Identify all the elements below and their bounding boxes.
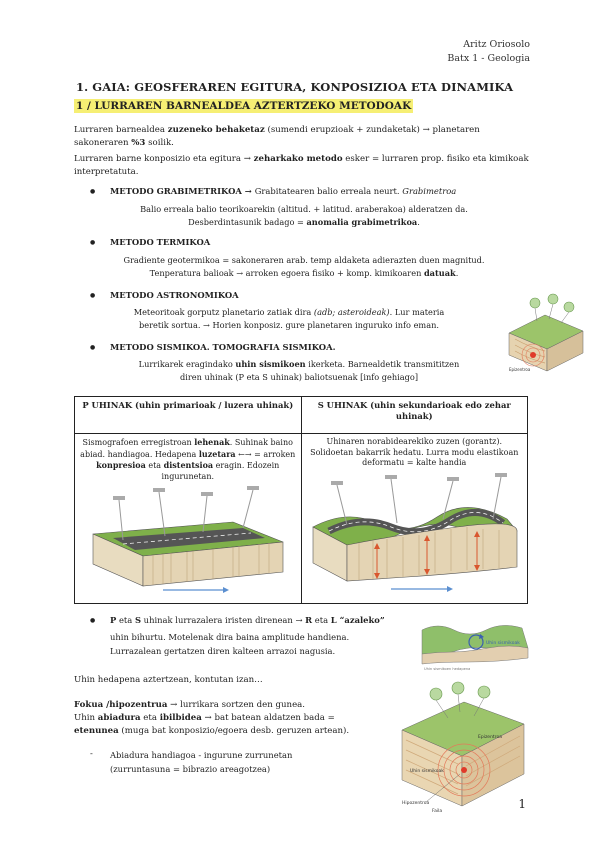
quake-hypocenter-label: Hipozentroa: [402, 801, 430, 806]
page-title: 1. GAIA: GEOSFERAREN EGITURA, KONPOSIZIOA ETA DINAMIKA: [76, 80, 514, 94]
focus-paragraph: Fokua /hipozentrua → lurrikara sortzen den gunea. Uhin abiadura eta ibilbidea → bat batean aldatzen bada = etenunea (muga bat konposizio/egoera desb. geruzen artean).: [74, 700, 350, 736]
s-waves-cell: [301, 434, 528, 604]
p-wave-illustration: [83, 482, 293, 594]
quake-fault-label: Faila: [432, 809, 443, 814]
p-waves-text: Sismografoen erregistroan lehenak. Suhinak baino abiad. handiagoa. Hedapena luzetara ←→ = arroken konpresioa eta distentsioa eragin. Edozein ingurunetan.: [80, 437, 296, 481]
wave-types-table: [74, 396, 528, 604]
note-line: Uhin hedapena aztertzean, kontutan izan…: [74, 675, 263, 685]
seismic-fault-illustration: [505, 293, 585, 375]
surface-waves-desc: uhin bihurtu. Motelenak dira baina amplitude handiena. Lurrazalean gertatzen diren kalteen arrazoi nagusia.: [110, 632, 350, 656]
method-gravimetric: ● METODO GRABIMETRIKOA → Grabitatearen balio erreala neurt. Grabimetroa: [92, 186, 456, 196]
gravimetric-desc: Balio erreala balio teorikoarekin (altitud. + latitud. araberakoa) alderatzen da. Desberdintasunik badago = anomalia grabimetrikoa.: [140, 204, 468, 227]
list-item: Abiadura handiagoa - ingurune zurrunetan (zurruntasuna = bibrazio areagotzea): [110, 750, 293, 774]
s-waves-text: Uhinaren norabidearekiko zuzen (gorantz). Solidoetan bakarrik hedatu. Lurra modu elastikoan deformatu = kalte handia: [310, 437, 519, 467]
intro-paragraph-2: Lurraren barne konposizio eta egitura → zeharkako metodo esker = lurraren prop. fisiko eta kimikoak interpretatuta.: [74, 154, 529, 177]
surface-waves-bullet: ● P eta S uhinak lurrazalera iristen direnean → R eta L “azaleko”: [92, 615, 385, 625]
seismic-desc: Lurrikarek eragindako uhin sismikoen ikerketa. Barnealdetik transmititzen diren uhinak (P eta S uhinak) baliotsuenak [info gehiago]: [138, 359, 460, 382]
list-dash: -: [90, 748, 93, 758]
section-heading: 1 / LURRAREN BARNEALDEA AZTERTZEKO METODOAK: [76, 100, 412, 112]
author-name: Aritz Oriosolo: [463, 39, 530, 50]
astronomic-desc: Meteoritoak gorputz planetario zatiak dira (adb; asteroideak). Lur materia beretik sortua. → Horien konposiz. gure planetaren inguruko info eman.: [133, 307, 445, 330]
method-thermal: ● METODO TERMIKOA: [92, 237, 210, 247]
p-waves-cell: [75, 434, 302, 604]
earthquake-block-diagram: [398, 680, 528, 814]
method-seismic: ● METODO SISMIKOA. TOMOGRAFIA SISMIKOA.: [92, 342, 335, 352]
rl-waves-label: Uhin sismikoak: [486, 641, 520, 646]
thermal-desc: Gradiente geotermikoa = sakoneraren arab. temp aldaketa adierazten duen magnitud. Tenperatura balioak → arroken egoera fisiko + komp. kimikoaren datuak.: [123, 255, 485, 278]
fault-epicenter-label: Epizentroa: [509, 367, 531, 372]
course-name: Batx 1 - Geologia: [447, 53, 530, 64]
quake-waves-label: Uhin sismikoak: [410, 769, 444, 774]
p-waves-header: P UHINAK (uhin primarioak / luzera uhinak): [75, 397, 302, 434]
quake-epicenter-label: Epizentroa: [478, 735, 502, 740]
method-astronomic: ● METODO ASTRONOMIKOA: [92, 290, 239, 300]
page-number: 1: [518, 797, 526, 811]
s-wave-illustration: [307, 469, 522, 597]
rl-bottom-label: Uhin sismikoen hedapena: [424, 667, 471, 671]
surface-waves-illustration: [418, 612, 530, 672]
s-waves-header: S UHINAK (uhin sekundarioak edo zehar uhinak): [301, 397, 528, 434]
intro-paragraph-1: Lurraren barnealdea zuzeneko behaketaz (sumendi erupzioak + zundaketak) → planetaren sakoneraren %3 soilik.: [74, 125, 480, 148]
